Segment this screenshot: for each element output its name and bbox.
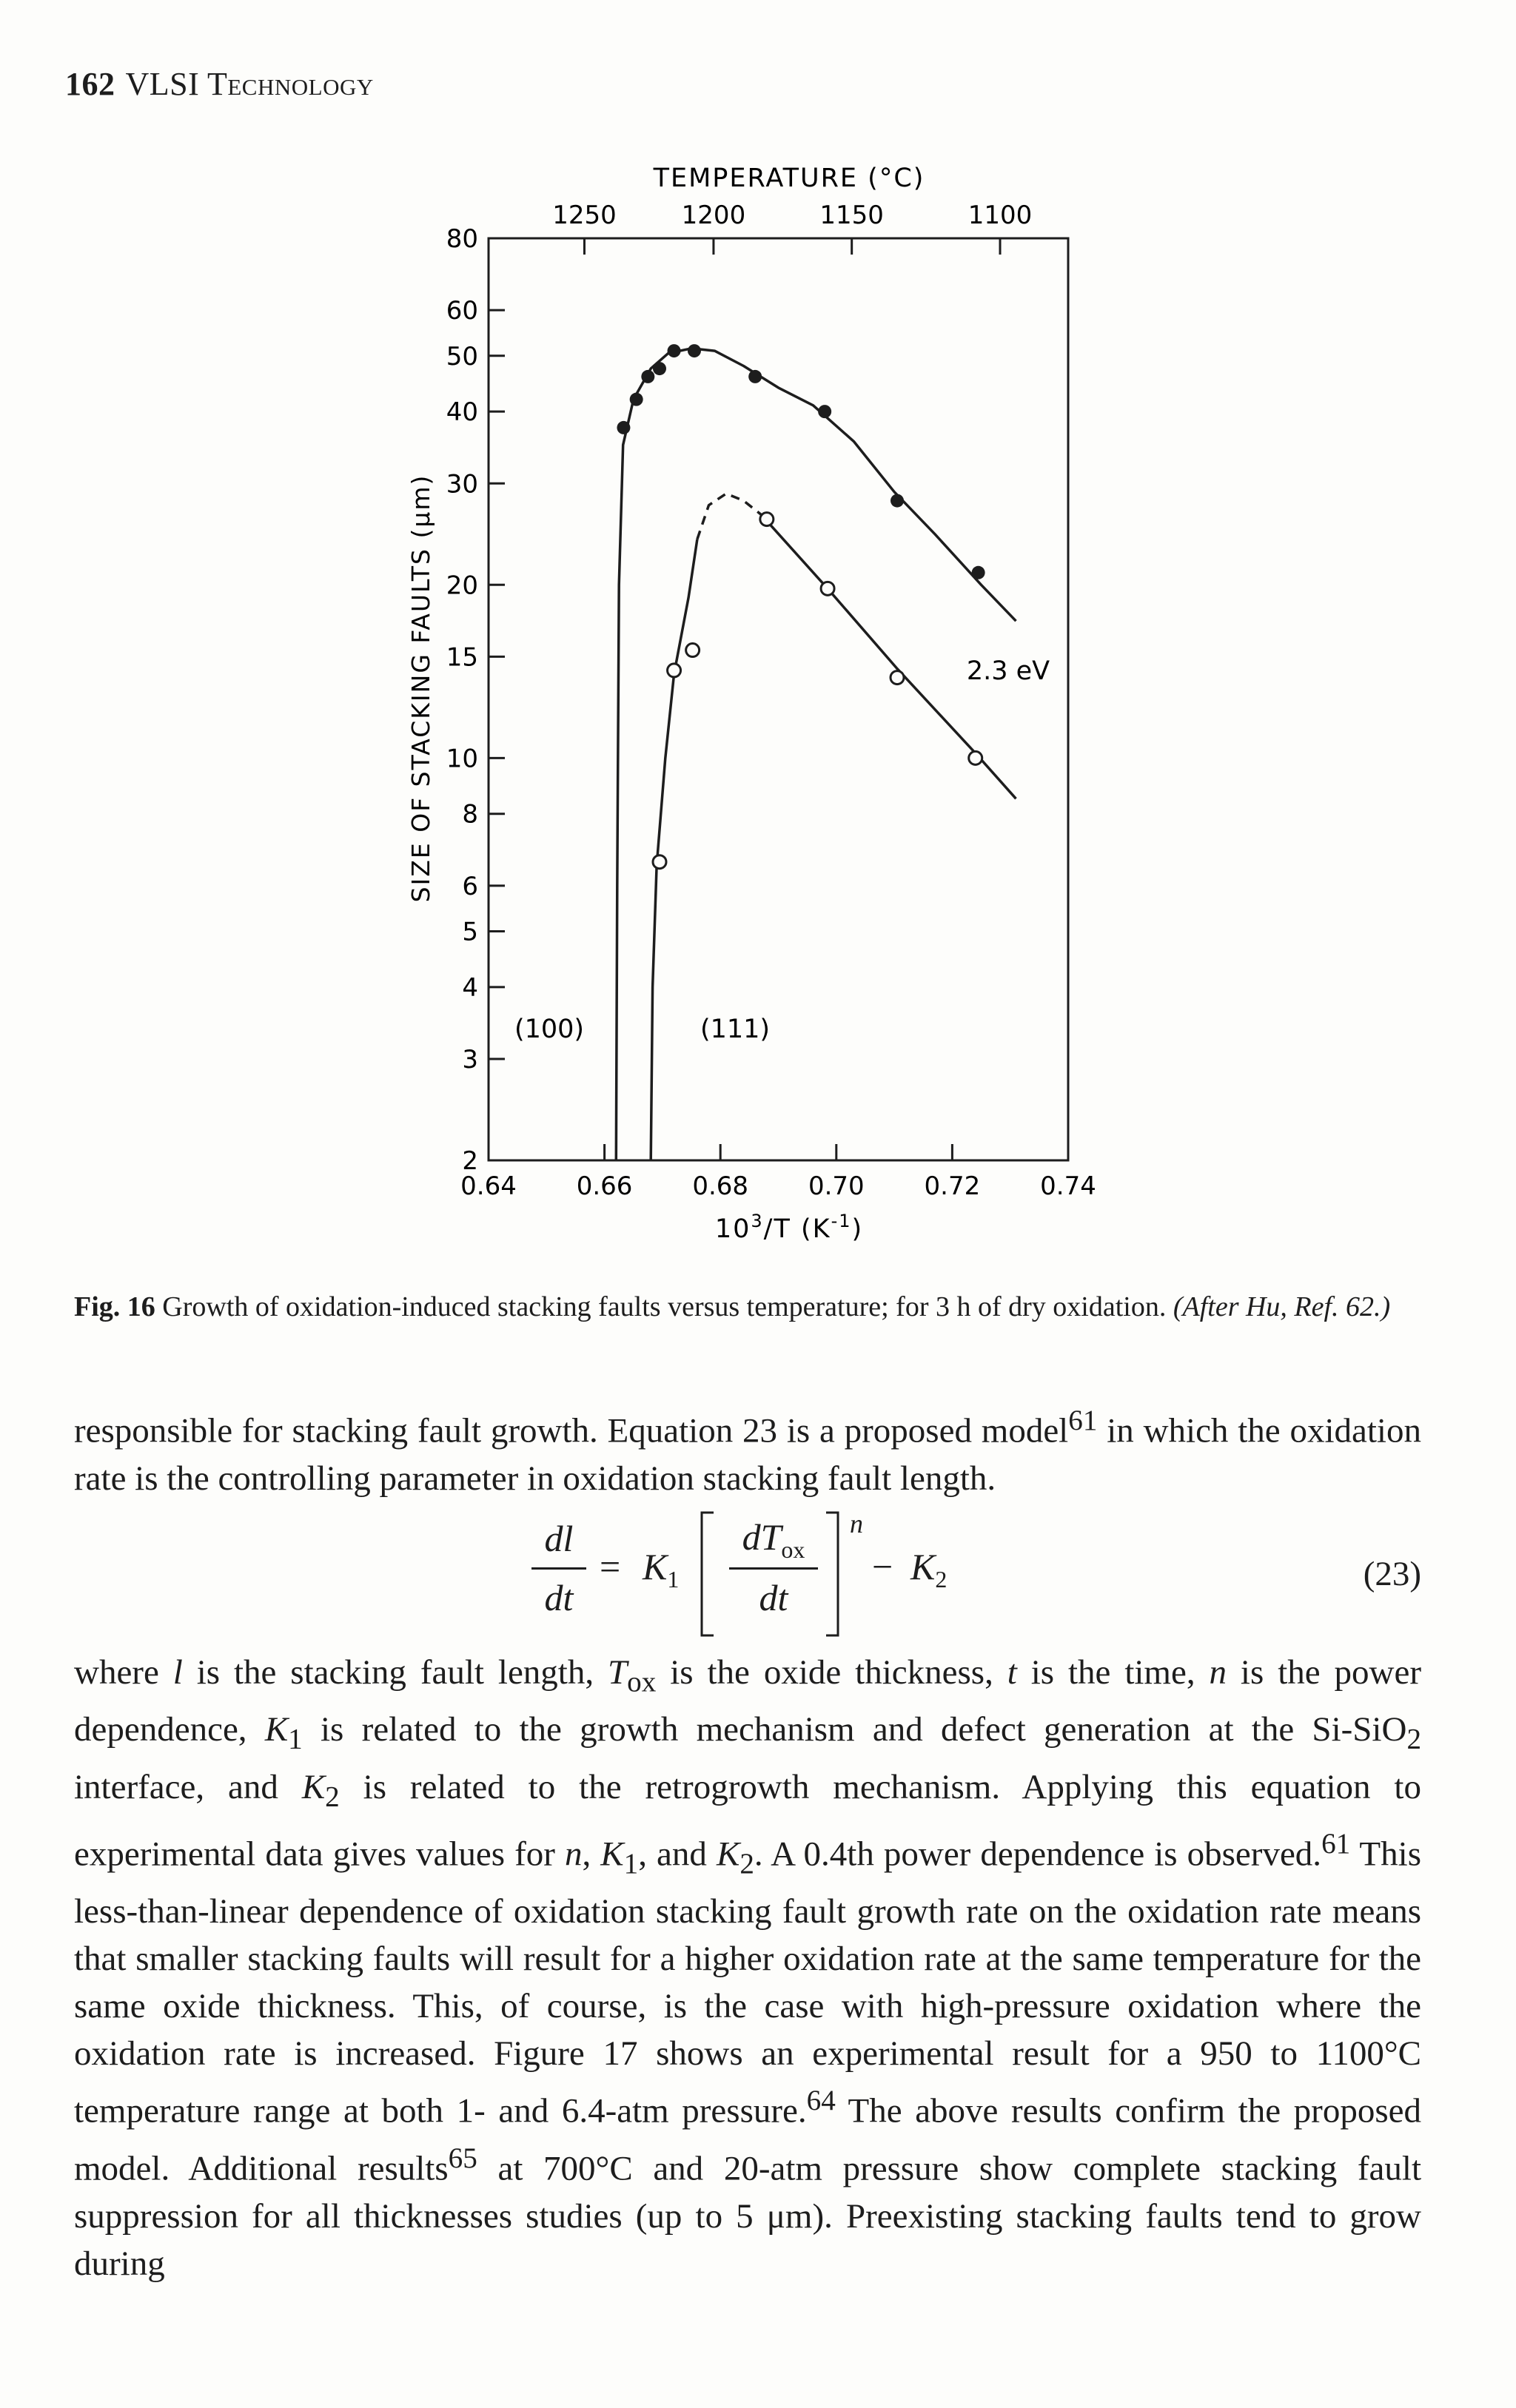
y-tick-label: 60 [446,296,478,326]
x-axis-label-mid: /T (K [763,1214,831,1244]
data-point-111 [668,664,681,677]
paragraph-2 [74,1649,1421,2287]
p2-var-K1: K [264,1710,289,1749]
book-title: VLSI Technology [125,66,374,102]
y-tick-label: 10 [446,744,478,774]
data-point-100 [630,393,643,406]
p2-comma1: , [582,1834,601,1874]
eq-k1-sub: 1 [667,1566,680,1593]
x-tick-label: 0.64 [460,1171,517,1201]
y-tick-label: 2 [462,1146,478,1176]
p2-sub-ox: ox [627,1666,657,1698]
p2-sub-2b: 2 [325,1780,340,1813]
p2-g: interface, and [74,1767,302,1806]
p2-var-n: n [1209,1653,1227,1692]
x-axis-label-sup: 3 [751,1211,764,1231]
eq-power: n [850,1509,863,1538]
chart-ticks [446,201,1096,1201]
p2-var-l: l [172,1653,183,1692]
data-point-100 [972,566,985,579]
top-tick-label: 1100 [967,201,1033,230]
eq-k1-letter: K [643,1546,668,1587]
paragraph-1 [74,1397,1421,1502]
p2-period: . [754,1834,771,1874]
equation-23 [0,1502,1516,1643]
label-activation-energy: 2.3 eV [966,656,1050,686]
chart-curves [616,349,1016,1160]
eq-k2-letter: K [910,1546,936,1587]
eq-minus: − [872,1546,893,1587]
p2-ref64: 64 [806,2085,836,2117]
top-tick-label: 1150 [819,201,884,230]
y-tick-label: 20 [446,571,478,601]
p1-ref: 61 [1068,1405,1098,1436]
eq-lhs-denominator: dt [544,1577,574,1618]
data-point-100 [891,494,904,508]
x-axis-label-end: ) [851,1214,864,1244]
data-point-100 [688,344,701,357]
eq-k2 [910,1545,947,1593]
y-tick-label: 5 [462,917,478,947]
page-number: 162 [65,66,115,102]
label-orientation-100: (100) [514,1015,585,1044]
p2-h: is related to the retrogrowth mechanism. Applying this equation to experimental data gives values for [74,1767,1421,1874]
eq-inner-bar [729,1567,818,1570]
y-tick-label: 4 [462,972,478,1003]
caption-label: Fig. 16 [74,1291,155,1322]
p2-var-T: T [608,1653,628,1692]
x-tick-label: 0.70 [808,1171,865,1201]
p2-i: A 0.4th power dependence is observed. [771,1834,1322,1874]
caption-text: Growth of oxidation-induced stacking faults versus temperature; for 3 h of dry oxidation. [155,1291,1173,1322]
p2-comma2: , and [638,1834,717,1874]
p2-sub-2c: 2 [739,1848,754,1880]
p2-var-K2b: K [716,1834,740,1874]
p2-var-K1b: K [600,1834,624,1874]
y-tick-label: 50 [446,341,478,371]
p2-a: where [74,1653,173,1692]
p2-d: is the time, [1016,1653,1210,1692]
x-tick-label: 0.74 [1040,1171,1096,1201]
eq-k2-sub: 2 [935,1566,948,1593]
figure-caption [74,1288,1421,1326]
p2-ref61: 61 [1321,1828,1351,1860]
curve-100 [616,349,1016,1160]
x-tick-label: 0.66 [576,1171,633,1201]
p2-var-t: t [1007,1653,1017,1692]
data-point-111 [653,855,666,869]
y-axis-label: SIZE OF STACKING FAULTS (μm) [406,474,435,903]
x-axis-label-base: 10 [714,1214,751,1244]
data-point-100 [818,405,831,418]
p2-var-n2: n [564,1834,583,1874]
data-point-111 [760,513,774,526]
top-axis-title: TEMPERATURE (°C) [653,164,925,193]
y-tick-label: 6 [462,871,478,901]
eq-inner-num-text: dT [742,1516,782,1558]
eq-left-bracket [696,1510,718,1639]
data-point-111 [969,751,982,764]
p2-sub-2: 2 [1406,1723,1422,1755]
y-tick-label: 3 [462,1045,478,1075]
top-tick-label: 1200 [681,201,746,230]
y-tick-label: 30 [446,469,478,500]
p2-b: is the stacking fault length, [182,1653,608,1692]
p2-k: The above results confirm the proposed model. Additional results [74,2091,1421,2188]
eq-equals: = [600,1546,621,1587]
chart-points [617,344,985,869]
p2-m: at 700°C and 20-atm pressure show complete stacking fault suppression for all thicknesses studies (up to 5 μm). Preexisting stacking faults tend to grow during [74,2149,1421,2283]
eq-inner-denominator: dt [759,1577,788,1618]
label-orientation-111: (111) [700,1015,771,1044]
eq-inner-num-sub: ox [781,1536,805,1563]
p2-sub-1: 1 [288,1723,303,1755]
y-tick-label: 15 [446,642,478,673]
data-point-100 [617,421,630,434]
data-point-100 [668,344,681,357]
p2-f: is related to the growth mechanism and defect generation at the Si-SiO [302,1710,1407,1749]
x-axis-label [715,1211,863,1244]
equation-number: (23) [1363,1555,1421,1593]
p2-e: is the power dependence, [74,1653,1421,1749]
p1-text-a: responsible for stacking fault growth. Equation 23 is a proposed model [74,1411,1069,1450]
eq-inner-numerator [733,1516,814,1564]
data-point-111 [891,671,904,685]
data-point-111 [686,644,700,657]
data-point-100 [653,362,666,375]
p2-sub-1b: 1 [623,1848,639,1880]
p1-text-b: in which the oxidation rate is the controlling parameter in oxidation stacking fault length. [74,1411,1421,1498]
eq-right-bracket [822,1510,844,1639]
y-tick-label: 8 [462,799,478,830]
y-tick-label: 80 [446,224,478,254]
p2-var-K2: K [301,1767,326,1806]
curve-111-peak-dashed [697,494,761,539]
data-point-100 [641,370,654,383]
p2-ref65: 65 [448,2142,477,2174]
y-tick-label: 40 [446,397,478,428]
eq-lhs-bar [531,1567,586,1570]
p2-c: is the oxide thickness, [656,1653,1007,1692]
eq-lhs-numerator: dl [544,1518,574,1559]
data-point-111 [821,582,834,595]
p2-j: This less-than-linear dependence of oxidation stacking fault growth rate on the oxidation rate means that smaller stacking faults will result for a higher oxidation rate at the same temperature for the same oxide thickness. This, of course, is the case with high-pressure oxidation where the oxidation rate is increased. Figure 17 shows an experimental result for a 950 to 1100°C temperature range at both 1- and 6.4-atm pressure. [74,1834,1421,2130]
eq-k1 [643,1545,679,1593]
x-tick-label: 0.68 [692,1171,749,1201]
caption-source: (After Hu, Ref. 62.) [1173,1291,1391,1322]
x-axis-label-sup2: -1 [831,1211,852,1231]
curve-111-rise [651,539,697,1160]
top-tick-label: 1250 [552,201,617,230]
data-point-100 [748,370,762,383]
x-tick-label: 0.72 [924,1171,981,1201]
